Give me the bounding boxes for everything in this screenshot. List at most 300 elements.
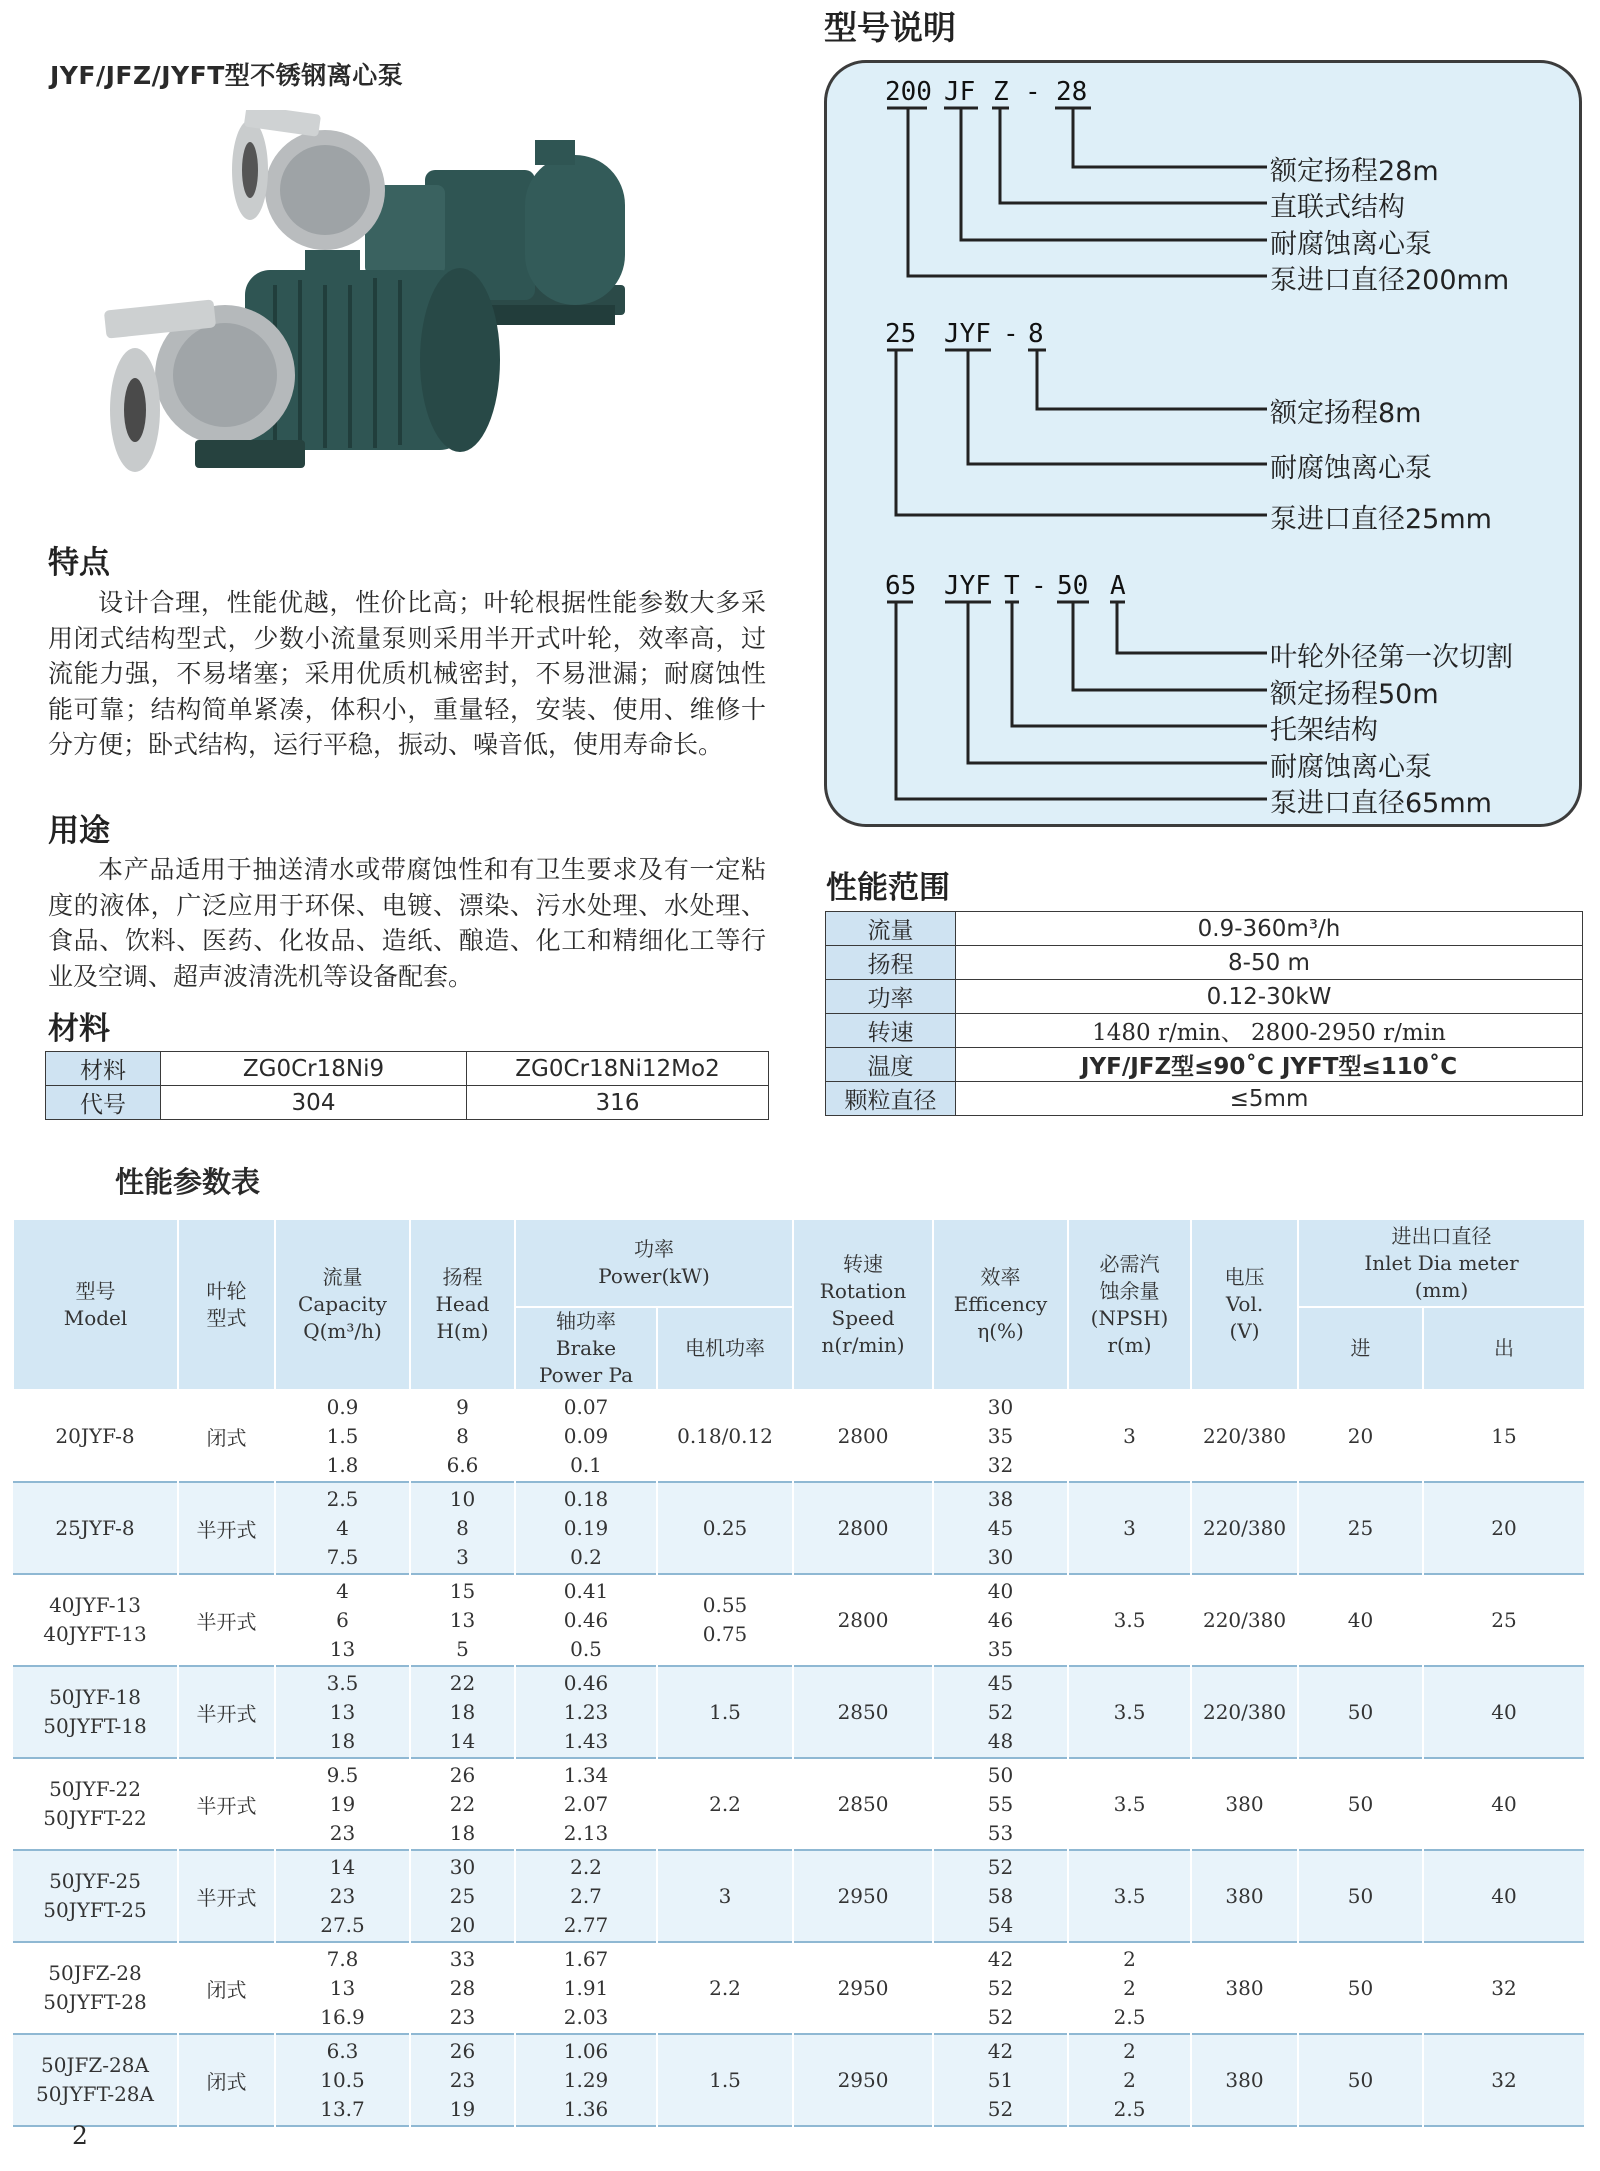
cell-head-value: 18 xyxy=(449,1699,476,1724)
cell-efficiency-value: 38 xyxy=(987,1486,1014,1511)
model-note: 耐腐蚀离心泵 xyxy=(1270,453,1432,484)
cell-model xyxy=(13,1666,178,1758)
cell-efficiency-value: 52 xyxy=(987,2096,1014,2121)
header-diameter: 进出口直径 Inlet Dia meter (mm) xyxy=(1298,1219,1585,1307)
cell-head-value: 18 xyxy=(449,1820,476,1845)
cell-npsh xyxy=(1068,2034,1191,2126)
range-value: ≤5mm xyxy=(956,1082,1583,1116)
cell-capacity-value: 18 xyxy=(329,1728,356,1753)
cell-shaft-power-value: 2.07 xyxy=(563,1791,609,1816)
model-code-part: 28 xyxy=(1056,77,1088,107)
cell-capacity-value: 9.5 xyxy=(326,1762,359,1787)
cell-motor-power-value: 0.25 xyxy=(702,1515,748,1540)
cell-efficiency xyxy=(933,1390,1068,1482)
cell-head xyxy=(410,1758,515,1850)
cell-voltage: 380 xyxy=(1191,1942,1298,2034)
cell-shaft-power-value: 0.46 xyxy=(563,1607,609,1632)
cell-efficiency-value: 45 xyxy=(987,1670,1014,1695)
page-number: 2 xyxy=(72,2121,88,2150)
header-inlet: 进 xyxy=(1298,1307,1423,1390)
range-value: 0.9-360m³/h xyxy=(956,912,1583,946)
cell-impeller: 半开式 xyxy=(178,1482,275,1574)
cell-voltage: 220/380 xyxy=(1191,1574,1298,1666)
cell-npsh-value: 3.5 xyxy=(1113,1883,1146,1908)
cell-shaft-power-value: 0.09 xyxy=(563,1423,609,1448)
cell-efficiency xyxy=(933,1666,1068,1758)
cell-model-value: 50JYFT-28A xyxy=(36,2082,154,2106)
cell-capacity-value: 10.5 xyxy=(320,2067,365,2092)
header-impeller: 叶轮 型式 xyxy=(178,1219,275,1390)
cell-shaft-power xyxy=(515,1574,657,1666)
cell-efficiency-value: 52 xyxy=(987,1699,1014,1724)
cell-npsh-value: 3 xyxy=(1123,1515,1136,1540)
cell-outlet: 32 xyxy=(1423,2034,1585,2126)
cell-shaft-power-value: 1.29 xyxy=(563,2067,609,2092)
cell-motor-power-value: 2.2 xyxy=(709,1975,741,2000)
cell-head-value: 3 xyxy=(456,1544,469,1569)
cell-npsh xyxy=(1068,1482,1191,1574)
header-model: 型号 Model xyxy=(13,1219,178,1390)
cell-motor-power xyxy=(657,1942,793,2034)
header-capacity: 流量 Capacity Q(m³/h) xyxy=(275,1219,410,1390)
cell-capacity-value: 13 xyxy=(329,1699,356,1724)
cell-model xyxy=(13,1482,178,1574)
model-note: 直联式结构 xyxy=(1270,192,1405,223)
cell-head-value: 30 xyxy=(449,1854,476,1879)
cell-npsh-value: 2 xyxy=(1123,2067,1136,2092)
cell-head-value: 8 xyxy=(456,1423,469,1448)
cell-inlet: 50 xyxy=(1298,1850,1423,1942)
cell-inlet: 40 xyxy=(1298,1574,1423,1666)
cell-efficiency xyxy=(933,1942,1068,2034)
cell-head-value: 8 xyxy=(456,1515,469,1540)
cell-shaft-power-value: 1.06 xyxy=(563,2038,609,2063)
cell-impeller: 半开式 xyxy=(178,1850,275,1942)
cell-head-value: 13 xyxy=(449,1607,476,1632)
cell-shaft-power-value: 2.2 xyxy=(570,1854,602,1879)
cell-capacity-value: 13.7 xyxy=(320,2096,365,2121)
cell-efficiency-value: 53 xyxy=(987,1820,1014,1845)
range-value: JYF/JFZ型≤90˚C JYFT型≤110˚C xyxy=(956,1048,1583,1082)
header-efficiency: 效率 Efficency η(%) xyxy=(933,1219,1068,1390)
cell-shaft-power-value: 0.46 xyxy=(563,1670,609,1695)
cell-voltage: 380 xyxy=(1191,1850,1298,1942)
cell-shaft-power-value: 1.23 xyxy=(563,1699,609,1724)
range-label: 功率 xyxy=(826,980,956,1014)
model-note: 泵进口直径200mm xyxy=(1270,265,1510,296)
cell-capacity xyxy=(275,1390,410,1482)
materials-table xyxy=(45,1051,769,1120)
cell-head-value: 25 xyxy=(449,1883,476,1908)
materials-cell: 代号 xyxy=(46,1086,161,1120)
cell-model-value: 50JYFT-22 xyxy=(43,1806,147,1830)
cell-model xyxy=(13,1758,178,1850)
cell-capacity xyxy=(275,1850,410,1942)
cell-head-value: 9 xyxy=(456,1394,469,1419)
table-row xyxy=(13,1942,1585,2034)
cell-outlet: 15 xyxy=(1423,1390,1585,1482)
cell-head-value: 23 xyxy=(449,2004,476,2029)
cell-inlet: 50 xyxy=(1298,1666,1423,1758)
cell-head xyxy=(410,1850,515,1942)
range-row xyxy=(826,980,1583,1014)
cell-capacity-value: 4 xyxy=(336,1515,349,1540)
cell-head-value: 26 xyxy=(449,1762,476,1787)
cell-efficiency xyxy=(933,1758,1068,1850)
header-outlet: 出 xyxy=(1423,1307,1585,1390)
cell-voltage: 220/380 xyxy=(1191,1482,1298,1574)
cell-capacity xyxy=(275,1666,410,1758)
model-code-part: 25 xyxy=(885,319,917,349)
cell-efficiency-value: 48 xyxy=(987,1728,1014,1753)
header-shaft-power: 轴功率 Brake Power Pa xyxy=(515,1307,657,1390)
cell-head-value: 23 xyxy=(449,2067,476,2092)
cell-motor-power-value: 1.5 xyxy=(709,1699,741,1724)
model-code-part: JYF xyxy=(944,571,991,601)
model-note: 额定扬程50m xyxy=(1270,679,1439,710)
model-code-part: JF xyxy=(944,77,976,107)
cell-shaft-power xyxy=(515,1758,657,1850)
cell-speed: 2950 xyxy=(793,2034,933,2126)
cell-motor-power xyxy=(657,1850,793,1942)
cell-model xyxy=(13,1390,178,1482)
param-table-heading: 性能参数表 xyxy=(115,1165,261,1199)
cell-shaft-power-value: 0.18 xyxy=(563,1486,609,1511)
cell-speed: 2850 xyxy=(793,1758,933,1850)
cell-inlet: 50 xyxy=(1298,2034,1423,2126)
cell-capacity-value: 27.5 xyxy=(320,1912,365,1937)
cell-shaft-power xyxy=(515,1482,657,1574)
cell-capacity-value: 13 xyxy=(329,1636,356,1661)
cell-shaft-power-value: 2.03 xyxy=(563,2004,609,2029)
cell-shaft-power-value: 2.13 xyxy=(563,1820,609,1845)
cell-npsh-value: 2.5 xyxy=(1113,2096,1146,2121)
cell-outlet: 32 xyxy=(1423,1942,1585,2034)
model-explanation-heading: 型号说明 xyxy=(824,8,956,47)
cell-head xyxy=(410,1482,515,1574)
cell-outlet: 40 xyxy=(1423,1666,1585,1758)
header-motor-power: 电机功率 xyxy=(657,1307,793,1390)
range-label: 转速 xyxy=(826,1014,956,1048)
cell-inlet: 25 xyxy=(1298,1482,1423,1574)
cell-motor-power xyxy=(657,1574,793,1666)
cell-shaft-power-value: 1.67 xyxy=(563,1946,609,1971)
cell-shaft-power xyxy=(515,1850,657,1942)
cell-shaft-power-value: 2.7 xyxy=(570,1883,602,1908)
cell-outlet: 20 xyxy=(1423,1482,1585,1574)
cell-efficiency xyxy=(933,2034,1068,2126)
cell-shaft-power-value: 1.34 xyxy=(563,1762,609,1787)
cell-model-value: 20JYF-8 xyxy=(55,1423,135,1448)
cell-npsh xyxy=(1068,1850,1191,1942)
cell-speed: 2800 xyxy=(793,1482,933,1574)
cell-shaft-power-value: 1.43 xyxy=(563,1728,609,1753)
range-label: 流量 xyxy=(826,912,956,946)
table-row xyxy=(13,1666,1585,1758)
range-value: 8-50 m xyxy=(956,946,1583,980)
cell-shaft-power-value: 0.41 xyxy=(563,1578,609,1603)
range-label: 温度 xyxy=(826,1048,956,1082)
cell-capacity xyxy=(275,1758,410,1850)
cell-head xyxy=(410,1666,515,1758)
cell-speed: 2850 xyxy=(793,1666,933,1758)
cell-efficiency-value: 51 xyxy=(987,2067,1014,2092)
cell-model-value: 40JYF-13 xyxy=(49,1593,141,1617)
cell-capacity-value: 7.5 xyxy=(326,1544,359,1569)
model-explanation-box xyxy=(824,60,1582,827)
usage-heading: 用途 xyxy=(48,813,110,849)
cell-npsh-value: 2 xyxy=(1123,2038,1136,2063)
model-code-part: JYF xyxy=(944,319,991,349)
features-text: 设计合理，性能优越，性价比高；叶轮根据性能参数大多采用闭式结构型式，少数小流量泵则采用半开式叶轮，效率高，过流能力强，不易堵塞；采用优质机械密封，不易泄漏；耐腐蚀性能可靠；结构简单紧凑，体积小，重量轻，安装、使用、维修十分方便；卧式结构，运行平稳，振动、噪音低，使用寿命长。 xyxy=(48,588,766,759)
cell-head-value: 10 xyxy=(449,1486,476,1511)
cell-efficiency-value: 45 xyxy=(987,1515,1014,1540)
model-note: 额定扬程8m xyxy=(1270,398,1422,429)
cell-model-value: 50JFZ-28 xyxy=(48,1961,142,1985)
cell-impeller: 半开式 xyxy=(178,1666,275,1758)
cell-capacity-value: 3.5 xyxy=(326,1670,359,1695)
cell-outlet: 25 xyxy=(1423,1574,1585,1666)
cell-npsh-value: 3.5 xyxy=(1113,1699,1146,1724)
cell-model xyxy=(13,1574,178,1666)
table-row xyxy=(13,1850,1585,1942)
cell-efficiency xyxy=(933,1482,1068,1574)
cell-capacity-value: 16.9 xyxy=(320,2004,365,2029)
cell-capacity-value: 19 xyxy=(329,1791,356,1816)
cell-model-value: 50JYFT-28 xyxy=(43,1990,147,2014)
cell-model-value: 40JYFT-13 xyxy=(43,1622,147,1646)
cell-efficiency xyxy=(933,1850,1068,1942)
cell-shaft-power-value: 0.19 xyxy=(563,1515,609,1540)
cell-impeller: 闭式 xyxy=(178,2034,275,2126)
cell-voltage: 220/380 xyxy=(1191,1666,1298,1758)
range-row xyxy=(826,1014,1583,1048)
cell-efficiency xyxy=(933,1574,1068,1666)
cell-voltage: 220/380 xyxy=(1191,1390,1298,1482)
cell-model xyxy=(13,1850,178,1942)
table-row xyxy=(13,2034,1585,2126)
model-note: 额定扬程28m xyxy=(1270,156,1439,187)
cell-efficiency-value: 55 xyxy=(987,1791,1014,1816)
cell-capacity-value: 7.8 xyxy=(326,1946,359,1971)
cell-motor-power-value: 0.18/0.12 xyxy=(677,1423,773,1448)
cell-capacity-value: 4 xyxy=(336,1578,349,1603)
cell-head-value: 22 xyxy=(449,1791,476,1816)
model-note: 耐腐蚀离心泵 xyxy=(1270,752,1432,783)
cell-efficiency-value: 32 xyxy=(987,1452,1014,1477)
header-speed: 转速 Rotation Speed n(r/min) xyxy=(793,1219,933,1390)
cell-capacity xyxy=(275,1942,410,2034)
materials-cell: 316 xyxy=(467,1086,769,1120)
cell-efficiency-value: 35 xyxy=(987,1423,1014,1448)
cell-npsh xyxy=(1068,1666,1191,1758)
cell-model-value: 25JYF-8 xyxy=(55,1515,135,1540)
cell-head-value: 33 xyxy=(449,1946,476,1971)
cell-efficiency-value: 46 xyxy=(987,1607,1014,1632)
range-label: 颗粒直径 xyxy=(826,1082,956,1116)
cell-inlet: 50 xyxy=(1298,1758,1423,1850)
cell-npsh-value: 2.5 xyxy=(1113,2004,1146,2029)
cell-head-value: 15 xyxy=(449,1578,476,1603)
model-code-part: 200 xyxy=(885,77,932,107)
cell-impeller: 半开式 xyxy=(178,1758,275,1850)
cell-model-value: 50JYF-25 xyxy=(49,1869,141,1893)
model-code-part: 65 xyxy=(885,571,917,601)
range-row xyxy=(826,912,1583,946)
cell-outlet: 40 xyxy=(1423,1758,1585,1850)
cell-impeller: 闭式 xyxy=(178,1390,275,1482)
cell-capacity-value: 23 xyxy=(329,1820,356,1845)
header-head: 扬程 Head H(m) xyxy=(410,1219,515,1390)
materials-heading: 材料 xyxy=(48,1011,110,1047)
table-row xyxy=(13,1482,1585,1574)
performance-range-table xyxy=(825,911,1583,1116)
materials-cell: 材料 xyxy=(46,1052,161,1086)
cell-head-value: 22 xyxy=(449,1670,476,1695)
cell-efficiency-value: 30 xyxy=(987,1544,1014,1569)
cell-capacity xyxy=(275,2034,410,2126)
features-heading: 特点 xyxy=(48,545,110,581)
cell-capacity-value: 13 xyxy=(329,1975,356,2000)
cell-efficiency-value: 54 xyxy=(987,1912,1014,1937)
cell-head-value: 6.6 xyxy=(446,1452,479,1477)
cell-efficiency-value: 42 xyxy=(987,2038,1014,2063)
cell-capacity-value: 2.5 xyxy=(326,1486,359,1511)
model-note: 泵进口直径25mm xyxy=(1270,504,1492,535)
cell-speed: 2800 xyxy=(793,1574,933,1666)
cell-head-value: 14 xyxy=(449,1728,476,1753)
product-title: JYF/JFZ/JYFT型不锈钢离心泵 xyxy=(50,61,404,90)
cell-model-value: 50JYFT-18 xyxy=(43,1714,147,1738)
model-code-part: 50 xyxy=(1057,571,1089,601)
cell-motor-power-value: 1.5 xyxy=(709,2067,741,2092)
pump-product-photo xyxy=(95,110,655,520)
cell-shaft-power xyxy=(515,1390,657,1482)
cell-efficiency-value: 52 xyxy=(987,1854,1014,1879)
cell-motor-power xyxy=(657,1758,793,1850)
cell-efficiency-value: 52 xyxy=(987,1975,1014,2000)
cell-motor-power-value: 2.2 xyxy=(709,1791,741,1816)
cell-head xyxy=(410,1390,515,1482)
header-voltage: 电压 Vol. (V) xyxy=(1191,1219,1298,1390)
model-note: 耐腐蚀离心泵 xyxy=(1270,229,1432,260)
cell-impeller: 闭式 xyxy=(178,1942,275,2034)
materials-row xyxy=(46,1086,769,1120)
cell-npsh xyxy=(1068,1942,1191,2034)
cell-voltage: 380 xyxy=(1191,2034,1298,2126)
cell-model-value: 50JYF-22 xyxy=(49,1777,141,1801)
model-note: 泵进口直径65mm xyxy=(1270,788,1492,819)
cell-speed: 2950 xyxy=(793,1942,933,2034)
cell-shaft-power-value: 0.07 xyxy=(563,1394,609,1419)
cell-shaft-power xyxy=(515,2034,657,2126)
range-row xyxy=(826,946,1583,980)
cell-efficiency-value: 30 xyxy=(987,1394,1014,1419)
header-npsh: 必需汽 蚀余量 (NPSH) r(m) xyxy=(1068,1219,1191,1390)
cell-capacity-value: 6 xyxy=(336,1607,349,1632)
cell-capacity-value: 23 xyxy=(329,1883,356,1908)
cell-shaft-power xyxy=(515,1942,657,2034)
model-code-part: A xyxy=(1110,571,1126,601)
cell-efficiency-value: 58 xyxy=(987,1883,1014,1908)
performance-range-heading: 性能范围 xyxy=(826,870,950,906)
table-row xyxy=(13,1758,1585,1850)
cell-shaft-power xyxy=(515,1666,657,1758)
materials-cell: ZG0Cr18Ni12Mo2 xyxy=(467,1052,769,1086)
model-code-part: - xyxy=(1031,571,1047,601)
cell-head-value: 28 xyxy=(449,1975,476,2000)
cell-motor-power xyxy=(657,1482,793,1574)
range-value: 1480 r/min、 2800-2950 r/min xyxy=(956,1014,1583,1048)
cell-npsh-value: 2 xyxy=(1123,1975,1136,2000)
cell-efficiency-value: 52 xyxy=(987,2004,1014,2029)
cell-npsh xyxy=(1068,1390,1191,1482)
usage-text: 本产品适用于抽送清水或带腐蚀性和有卫生要求及有一定粘度的液体，广泛应用于环保、电镀、漂染、污水处理、水处理、食品、饮料、医药、化妆品、造纸、酿造、化工和精细化工等行业及空调、超声波清洗机等设备配套。 xyxy=(48,855,766,991)
range-label: 扬程 xyxy=(826,946,956,980)
materials-cell: 304 xyxy=(161,1086,467,1120)
materials-cell: ZG0Cr18Ni9 xyxy=(161,1052,467,1086)
cell-efficiency-value: 40 xyxy=(987,1578,1014,1603)
cell-capacity-value: 1.8 xyxy=(326,1452,359,1477)
cell-head-value: 19 xyxy=(449,2096,476,2121)
header-row xyxy=(13,1219,1585,1307)
cell-npsh xyxy=(1068,1758,1191,1850)
table-row xyxy=(13,1574,1585,1666)
cell-capacity-value: 1.5 xyxy=(326,1423,359,1448)
cell-shaft-power-value: 2.77 xyxy=(563,1912,609,1937)
range-row xyxy=(826,1082,1583,1116)
cell-motor-power xyxy=(657,1390,793,1482)
model-code-part: - xyxy=(1003,319,1019,349)
model-code-part: Z xyxy=(993,77,1009,107)
cell-capacity xyxy=(275,1574,410,1666)
cell-shaft-power-value: 0.2 xyxy=(570,1544,602,1569)
model-diagram-lines xyxy=(827,63,1585,830)
cell-shaft-power-value: 0.1 xyxy=(570,1452,602,1477)
cell-speed: 2800 xyxy=(793,1390,933,1482)
range-row xyxy=(826,1048,1583,1082)
cell-efficiency-value: 42 xyxy=(987,1946,1014,1971)
model-note: 托架结构 xyxy=(1270,715,1378,746)
model-code-part: - xyxy=(1025,77,1041,107)
model-note: 叶轮外径第一次切割 xyxy=(1270,642,1513,673)
cell-outlet: 40 xyxy=(1423,1850,1585,1942)
cell-npsh-value: 3.5 xyxy=(1113,1607,1146,1632)
cell-model-value: 50JYFT-25 xyxy=(43,1898,147,1922)
cell-capacity xyxy=(275,1482,410,1574)
cell-npsh-value: 3 xyxy=(1123,1423,1136,1448)
cell-speed: 2950 xyxy=(793,1850,933,1942)
cell-impeller: 半开式 xyxy=(178,1574,275,1666)
cell-shaft-power-value: 1.91 xyxy=(563,1975,609,2000)
cell-model xyxy=(13,1942,178,2034)
cell-motor-power xyxy=(657,2034,793,2126)
model-code-part: T xyxy=(1004,571,1020,601)
cell-capacity-value: 0.9 xyxy=(326,1394,359,1419)
cell-shaft-power-value: 0.5 xyxy=(570,1636,602,1661)
table-row xyxy=(13,1390,1585,1482)
cell-head-value: 26 xyxy=(449,2038,476,2063)
cell-efficiency-value: 50 xyxy=(987,1762,1014,1787)
cell-head xyxy=(410,2034,515,2126)
cell-voltage: 380 xyxy=(1191,1758,1298,1850)
cell-npsh-value: 2 xyxy=(1123,1946,1136,1971)
cell-motor-power-value: 0.55 xyxy=(702,1593,748,1617)
cell-head-value: 5 xyxy=(456,1636,469,1661)
cell-motor-power-value: 0.75 xyxy=(702,1622,748,1646)
parameter-table-body xyxy=(13,1390,1585,2126)
cell-npsh xyxy=(1068,1574,1191,1666)
